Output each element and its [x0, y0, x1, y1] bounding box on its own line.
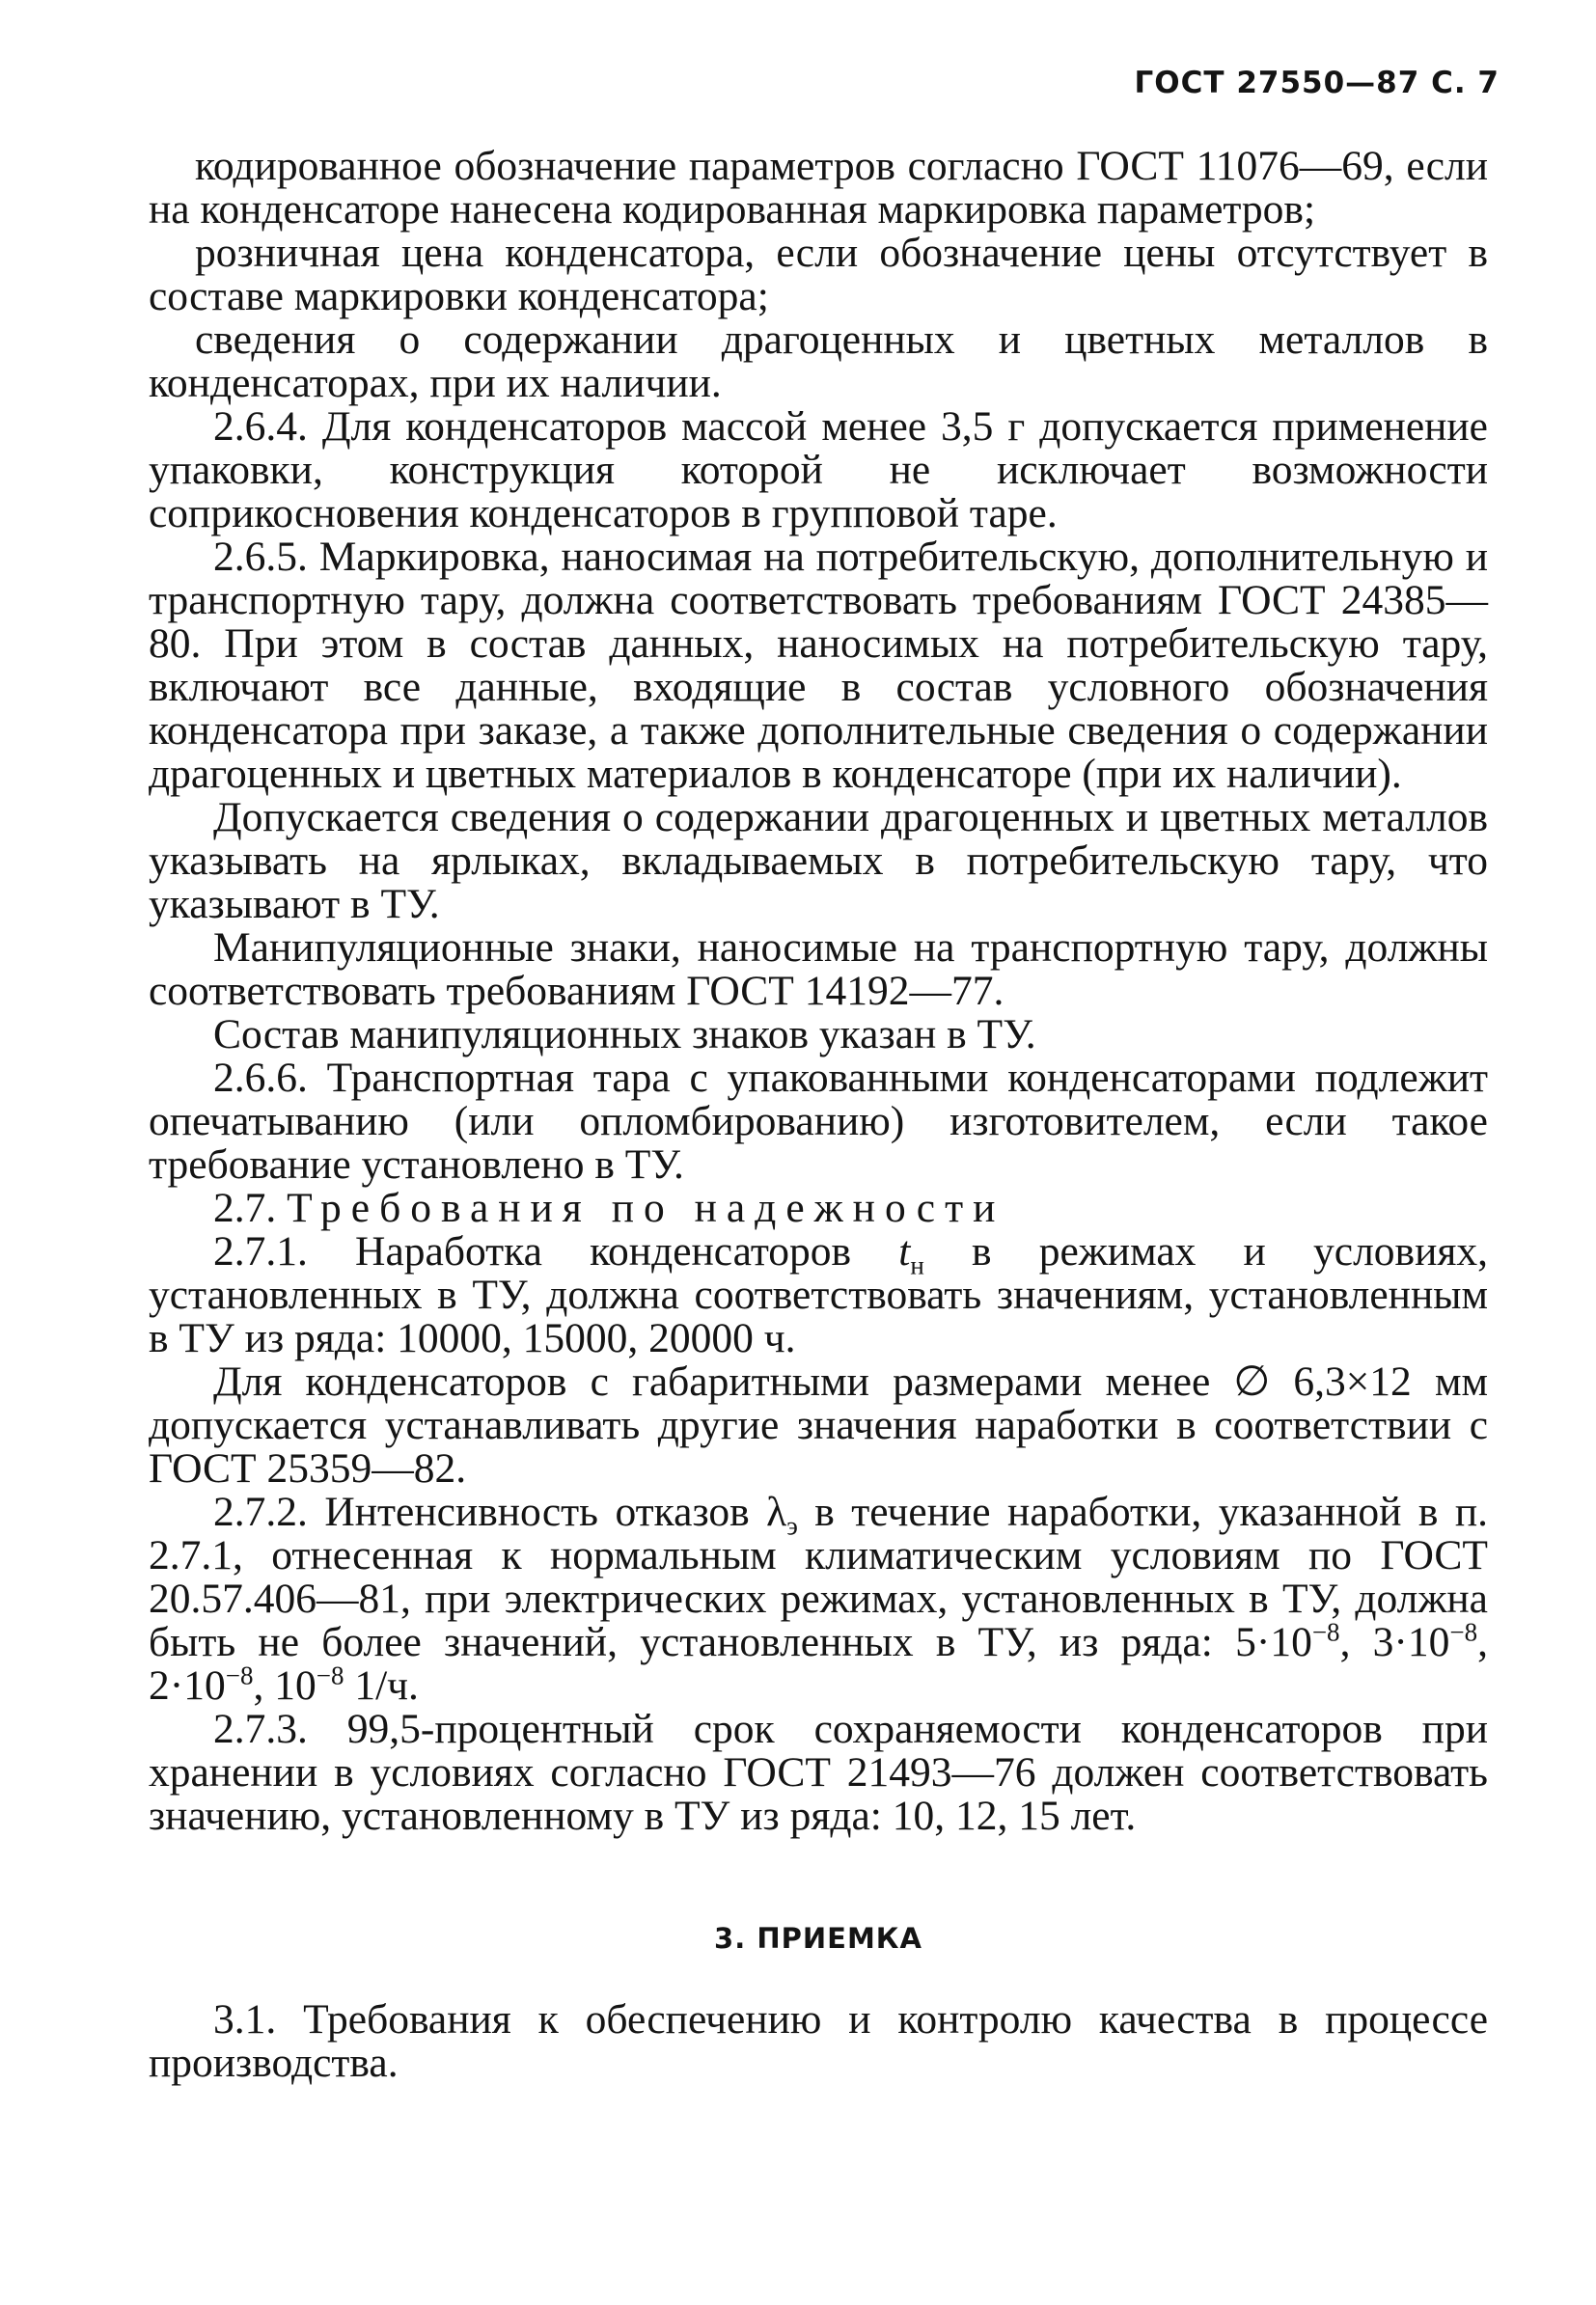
paragraph-precious-metals: сведения о содержании драгоценных и цветных металлов в конденсаторах, при их наличии. — [149, 316, 1488, 406]
p-2-7-1-before: 2.7.1. Наработка конденсаторов — [213, 1228, 899, 1275]
paragraph-handling-signs: Манипуляционные знаки, наносимые на транспортную тару, должны соответствовать требованиям ГОСТ 14192—77. — [149, 924, 1488, 1014]
paragraph-2-7-3: 2.7.3. 99,5-процентный срок сохраняемости конденсаторов при хранении в условиях согласно ГОСТ 21493—76 должен соответствовать значению, установленному в ТУ из ряда: 10, 12, 15 лет. — [149, 1706, 1488, 1839]
paragraph-3-1: 3.1. Требования к обеспечению и контролю качества в процессе производства. — [149, 1996, 1488, 2086]
rate-value-1: 5·10 — [1235, 1619, 1312, 1665]
page-header: ГОСТ 27550—87 С. 7 — [1134, 66, 1500, 100]
paragraph-2-6-6: 2.6.6. Транспортная тара с упакованными конденсаторами подлежит опечатыванию (или опломбированию) изготовителем, если такое требование установлено в ТУ. — [149, 1055, 1488, 1188]
rate-unit: 1/ч. — [344, 1662, 419, 1709]
p-2-7-2-before: 2.7.2. Интенсивность отказов — [213, 1489, 767, 1535]
paragraph-dimensions: Для конденсаторов с габаритными размерами менее ∅ 6,3×12 мм допускается устанавливать другие значения наработки в соответствии с ГОСТ 25359—82. — [149, 1358, 1488, 1492]
p-2-7-1-after: в режимах и условиях, установленных в ТУ, должна соответствовать значениям, установленным в ТУ из ряда: 10000, 15000, 20000 ч. — [149, 1228, 1488, 1361]
paragraph-retail-price: розничная цена конденсатора, если обозначение цены отсутствует в составе маркировки конденсатора; — [149, 230, 1488, 319]
section-2-7-title: Требования по надежности — [287, 1185, 1005, 1231]
rate-value-3: , 2·10 — [149, 1619, 1488, 1709]
section-3-title: 3. ПРИЕМКА — [714, 1922, 922, 1955]
paragraph-coded-marking: кодированное обозначение параметров согласно ГОСТ 11076—69, если на конденсаторе нанесена кодированная маркировка параметров; — [149, 143, 1488, 233]
section-2-7-heading — [149, 1187, 1488, 1230]
paragraph-handling-signs-composition: Состав манипуляционных знаков указан в ТУ. — [213, 1011, 1036, 1057]
rate-exponent-1: −8 — [1311, 1617, 1340, 1647]
failure-rate-symbol: λ — [766, 1489, 787, 1535]
operating-time-subscript: н — [910, 1250, 924, 1280]
failure-rate-subscript: э — [786, 1511, 798, 1541]
paragraph-labels: Допускается сведения о содержании драгоценных и цветных металлов указывать на ярлыках, вкладываемых в потребительскую тару, что указывают в ТУ. — [149, 794, 1488, 927]
paragraph-2-7-2 — [149, 1491, 1488, 1708]
rate-value-2: , 3·10 — [1339, 1619, 1450, 1665]
rate-exponent-2: −8 — [1449, 1617, 1478, 1647]
section-2-7-number: 2.7. — [213, 1185, 277, 1231]
p-2-7-2-middle: в течение наработки, указанной в п. 2.7.1, отнесенная к нормальным климатическим условиям по ГОСТ 20.57.406—81, при электрических режимах, установленных в ТУ, должна быть не более значений, установленных в ТУ, из ряда: — [149, 1489, 1488, 1665]
document-body — [149, 145, 1488, 2085]
operating-time-symbol: t — [898, 1228, 911, 1275]
rate-exponent-4: −8 — [316, 1660, 344, 1690]
paragraph-2-6-5: 2.6.5. Маркировка, наносимая на потребительскую, дополнительную и транспортную тару, должна соответствовать требованиям ГОСТ 24385—80. При этом в состав данных, наносимых на потребительскую тару, включают все данные, входящие в состав условного обозначения конденсатора при заказе, а также дополнительные сведения о содержании драгоценных и цветных материалов в конденсаторе (при их наличии). — [149, 534, 1488, 797]
paragraph-2-6-4: 2.6.4. Для конденсаторов массой менее 3,5 г допускается применение упаковки, конструкция которой не исключает возможности соприкосновения конденсаторов в групповой таре. — [149, 403, 1488, 536]
paragraph-2-7-1 — [149, 1230, 1488, 1360]
rate-value-4: , 10 — [253, 1662, 316, 1709]
rate-exponent-3: −8 — [225, 1660, 254, 1690]
